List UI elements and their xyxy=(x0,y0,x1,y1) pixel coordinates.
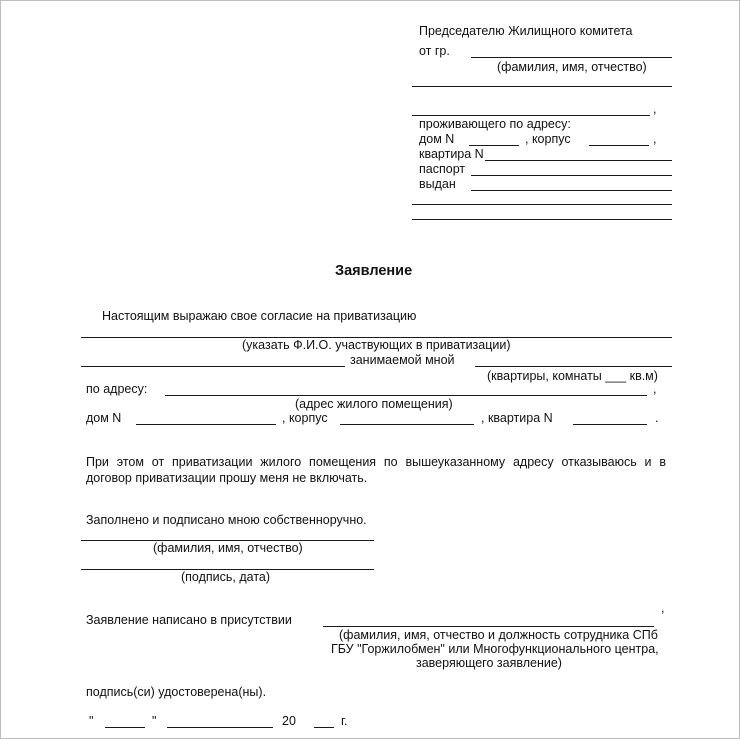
witness-line xyxy=(323,626,654,627)
header-corpus-line xyxy=(589,145,649,146)
witness-hint-3: заверяющего заявление) xyxy=(416,656,562,670)
addressee-chairman: Председателю Жилищного комитета xyxy=(419,24,633,38)
date-quote-close: " xyxy=(152,714,157,728)
consent-house-label: дом N xyxy=(86,411,122,425)
refusal-paragraph: При этом от приватизации жилого помещения по вышеуказанному адресу отказываюсь и в договор приватизации прошу меня не включать. xyxy=(86,455,666,485)
header-blank-line-1 xyxy=(412,86,672,87)
date-year-suffix: г. xyxy=(341,714,348,728)
passport-label: паспорт xyxy=(419,162,466,176)
consent-house-line xyxy=(136,424,276,425)
issued-label: выдан xyxy=(419,177,456,191)
header-house-line xyxy=(469,145,519,146)
filled-signed-label: Заполнено и подписано мною собственноручно. xyxy=(86,513,367,527)
date-day-line xyxy=(105,727,145,728)
date-month-line xyxy=(167,727,273,728)
consent-corpus-line xyxy=(340,424,474,425)
certified-label: подпись(си) удостоверена(ны). xyxy=(86,685,267,699)
header-corpus-label: , корпус xyxy=(525,132,571,146)
header-apartment-line xyxy=(485,160,672,161)
participants-hint: (указать Ф.И.О. участвующих в приватизации) xyxy=(242,338,511,352)
rooms-hint: (квартиры, комнаты ___ кв.м) xyxy=(487,369,658,383)
passport-line xyxy=(471,175,672,176)
witness-comma: , xyxy=(661,601,665,615)
consent-apartment-line xyxy=(573,424,647,425)
address-hint: (адрес жилого помещения) xyxy=(295,397,453,411)
consent-apartment-label: , квартира N xyxy=(481,411,553,425)
header-house-label: дом N xyxy=(419,132,455,146)
issued-line xyxy=(471,190,672,191)
address-comma: , xyxy=(653,382,657,396)
witness-label: Заявление написано в присутствии xyxy=(86,613,292,627)
witness-hint-1: (фамилия, имя, отчество и должность сотрудника СПб xyxy=(339,628,658,642)
header-comma: , xyxy=(653,102,657,116)
from-label: от гр. xyxy=(419,44,450,58)
occupied-label: занимаемой мной xyxy=(350,353,455,367)
header-blank-line-3 xyxy=(412,204,672,205)
document-title: Заявление xyxy=(335,263,413,279)
header-fio-hint: (фамилия, имя, отчество) xyxy=(497,60,647,74)
participants-line-2 xyxy=(81,366,345,367)
header-blank-line-4 xyxy=(412,219,672,220)
signature-date-hint: (подпись, дата) xyxy=(181,570,271,584)
header-corpus-comma: , xyxy=(653,132,657,146)
consent-intro: Настоящим выражаю свое согласие на приватизацию xyxy=(102,309,417,323)
signature-fio-hint: (фамилия, имя, отчество) xyxy=(153,541,303,555)
address-line xyxy=(165,395,647,396)
date-year-line xyxy=(314,727,334,728)
rooms-line xyxy=(475,366,672,367)
living-at-label: проживающего по адресу: xyxy=(419,117,571,131)
header-blank-line-2 xyxy=(412,115,650,116)
date-year-prefix: 20 xyxy=(282,714,296,728)
by-address-label: по адресу: xyxy=(86,382,148,396)
consent-period: . xyxy=(655,411,659,425)
header-apartment-label: квартира N xyxy=(419,147,484,161)
from-name-line xyxy=(471,57,672,58)
date-quote-open: " xyxy=(89,714,94,728)
consent-corpus-label: , корпус xyxy=(282,411,328,425)
witness-hint-2: ГБУ "Горжилобмен" или Многофункционального центра, xyxy=(331,642,659,656)
